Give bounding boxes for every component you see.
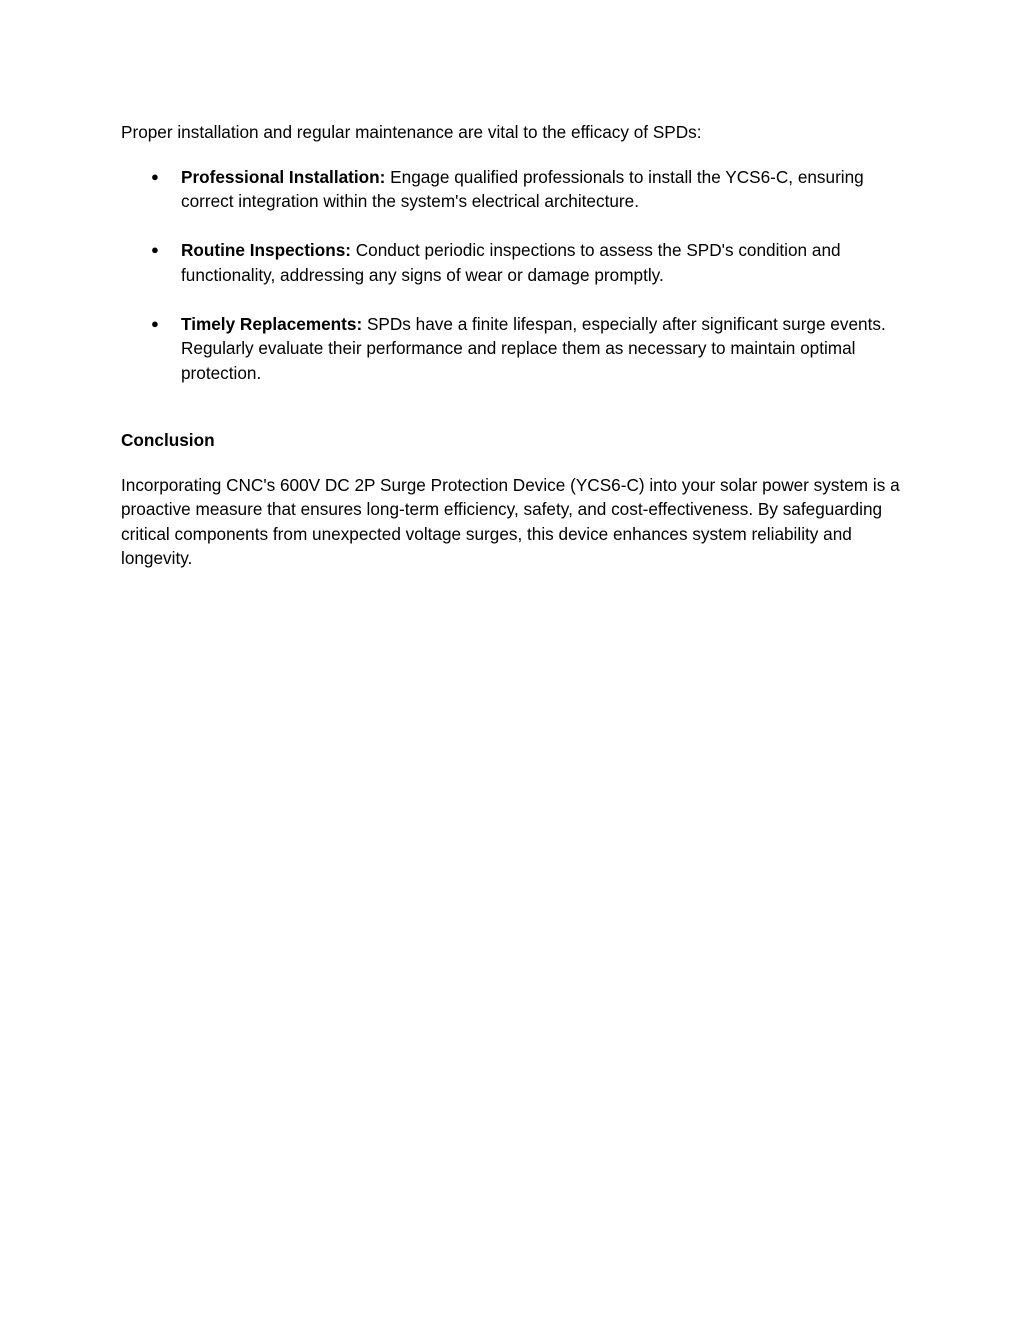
bullet-icon: ● <box>151 315 159 331</box>
list-item <box>121 165 921 214</box>
bullet-icon: ● <box>151 168 159 184</box>
document-body <box>121 120 921 571</box>
list-item <box>121 312 921 386</box>
list-item-text: Engage qualified professionals to install the YCS6-C, ensuring correct integration within the system's electrical architecture. <box>181 166 864 211</box>
list-item-title: Routine Inspections: <box>181 240 351 260</box>
list-item-title: Professional Installation: <box>181 166 386 187</box>
bullet-icon: ● <box>151 242 159 257</box>
maintenance-list <box>121 165 921 386</box>
list-item-text: Conduct periodic inspections to assess the SPD's condition and functionality, addressing any signs of wear or damage promptly. <box>181 240 841 285</box>
list-item-text: SPDs have a finite lifespan, especially after significant surge events. Regularly evaluate their performance and replace them as necessary to maintain optimal protection. <box>181 313 886 383</box>
conclusion-paragraph: Incorporating CNC's 600V DC 2P Surge Protection Device (YCS6-C) into your solar power system is a proactive measure that ensures long-term efficiency, safety, and cost-effectiveness. By safeguarding critical components from unexpected voltage surges, this device enhances system reliability and longevity. <box>121 474 900 568</box>
section-heading: Conclusion <box>121 430 215 450</box>
list-item <box>121 238 921 287</box>
list-item-title: Timely Replacements: <box>181 313 363 334</box>
intro-paragraph: Proper installation and regular maintenance are vital to the efficacy of SPDs: <box>121 122 702 142</box>
